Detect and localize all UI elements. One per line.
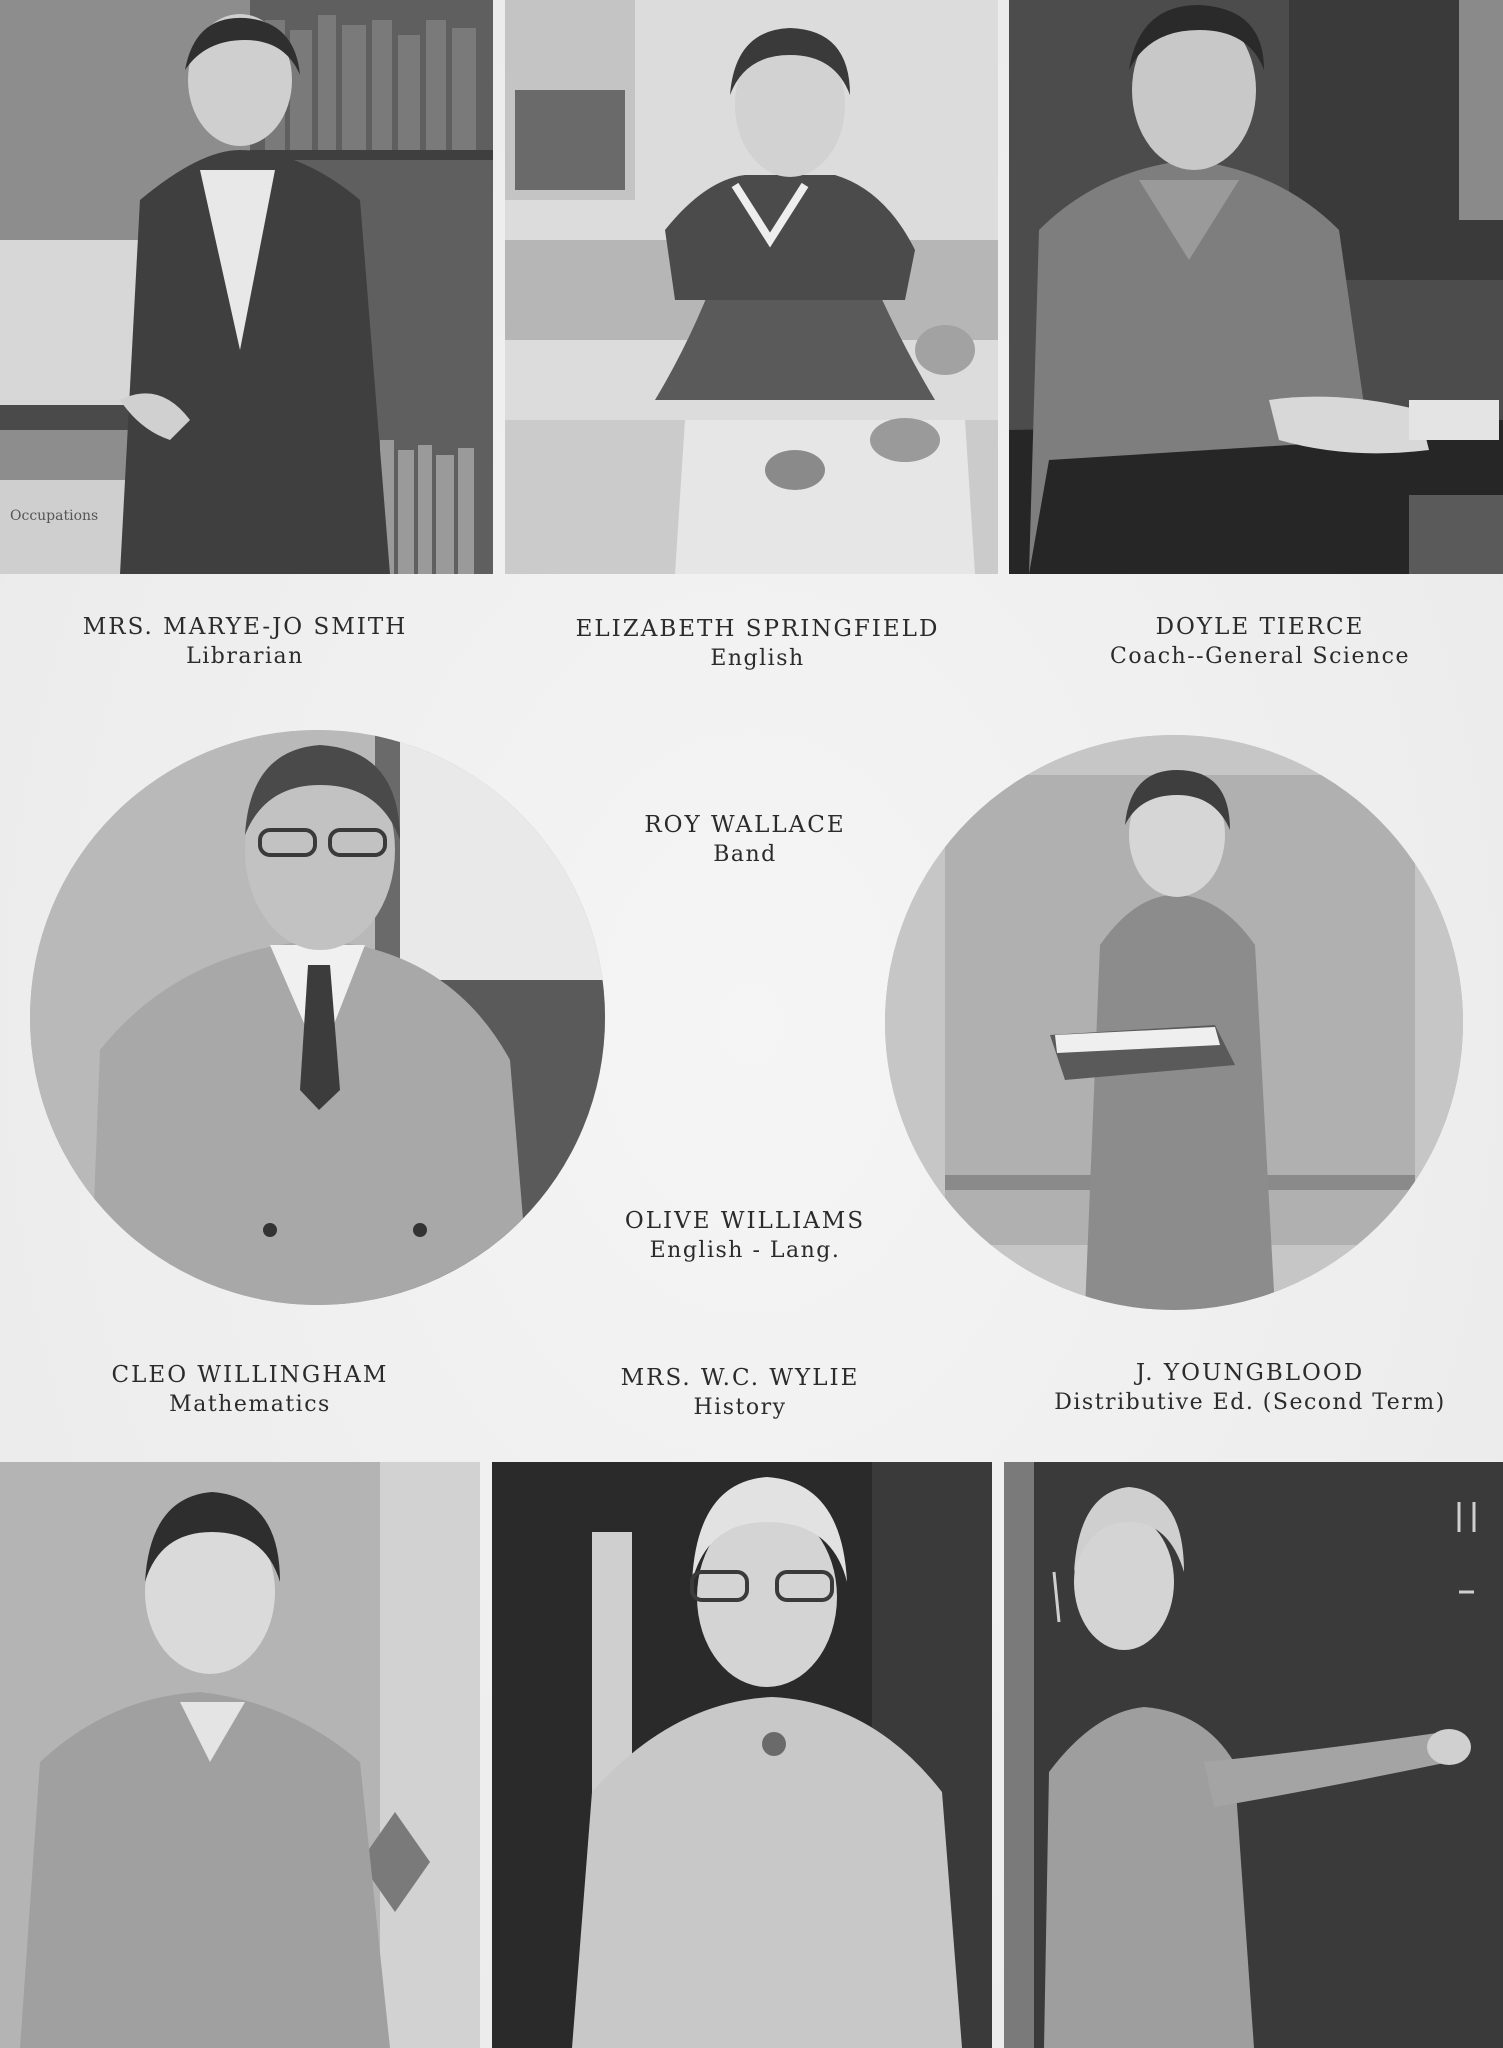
caption-marye-jo-smith — [20, 614, 470, 669]
caption-j-youngblood — [1020, 1360, 1480, 1415]
staff-name: ELIZABETH SPRINGFIELD — [575, 616, 940, 642]
photo-w-c-wylie — [492, 1462, 992, 2048]
staff-subject: History — [693, 1395, 787, 1420]
photo-elizabeth-springfield — [505, 0, 998, 574]
staff-subject: Mathematics — [169, 1392, 331, 1417]
staff-name: ROY WALLACE — [644, 812, 846, 838]
caption-w-c-wylie — [560, 1365, 920, 1420]
staff-subject: English - Lang. — [649, 1238, 841, 1263]
staff-name: OLIVE WILLIAMS — [624, 1208, 866, 1234]
staff-subject: Coach--General Science — [1110, 644, 1410, 669]
staff-subject: English — [710, 646, 805, 671]
caption-cleo-willingham — [50, 1362, 450, 1417]
photo-cleo-willingham — [0, 1462, 480, 2048]
staff-name: CLEO WILLINGHAM — [111, 1362, 389, 1388]
caption-doyle-tierce — [1060, 614, 1460, 669]
staff-name: J. YOUNGBLOOD — [1135, 1360, 1365, 1386]
caption-roy-wallace — [580, 812, 910, 867]
staff-name: MRS. W.C. WYLIE — [620, 1365, 860, 1391]
caption-elizabeth-springfield — [530, 616, 985, 671]
staff-subject: Distributive Ed. (Second Term) — [1054, 1390, 1446, 1415]
staff-subject: Librarian — [186, 644, 304, 669]
photo-roy-wallace-circle — [30, 730, 605, 1305]
caption-olive-williams — [580, 1208, 910, 1263]
photo-j-youngblood — [1004, 1462, 1503, 2048]
photo-doyle-tierce — [1009, 0, 1503, 574]
staff-subject: Band — [713, 842, 777, 867]
staff-name: MRS. MARYE-JO SMITH — [82, 614, 408, 640]
staff-name: DOYLE TIERCE — [1155, 614, 1365, 640]
photo-olive-williams-circle — [885, 735, 1463, 1310]
photo-marye-jo-smith — [0, 0, 493, 574]
book-label: Occupations — [10, 508, 99, 524]
